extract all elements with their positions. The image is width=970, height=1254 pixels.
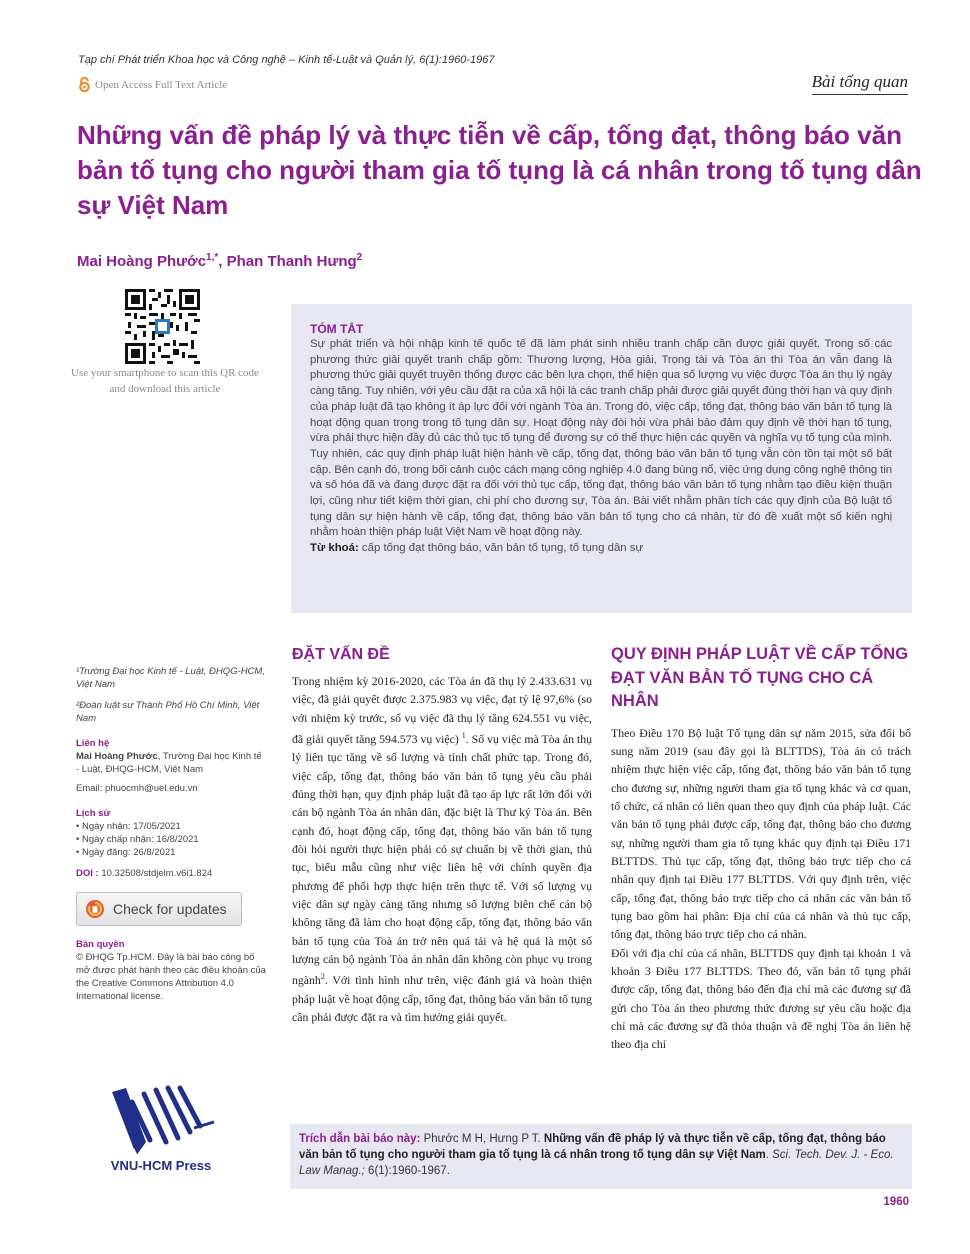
email-link[interactable]: phuocmh@uel.edu.vn [105, 783, 198, 794]
column-right [611, 643, 911, 1054]
intro-paragraph [292, 672, 592, 1026]
abstract-heading: TÓM TẮT [310, 322, 364, 336]
author-name[interactable]: Mai Hoàng Phước [77, 253, 207, 270]
email-label: Email: [76, 783, 106, 794]
received-date: • Ngày nhận: 17/05/2021 [76, 821, 181, 832]
citation-authors: Phước M H, Hưng P T. [420, 1133, 544, 1145]
affiliation-2: ²Đoàn luật sư Thành Phố Hồ Chí Minh, Việt Nam [76, 700, 260, 724]
regulations-paragraph-1: Theo Điều 170 Bộ luật Tố tụng dân sự năm 2015, sửa đổi bổ sung năm 2019 (sau đây gọi là BLTTDS), Tòa án có trách nhiệm thực hiện việc cấp, tống đạt, thông báo văn bản tố tụng cho đương sự, những người tham gia tố tụng khác và cơ quan, tổ chức, cá nhân có liên quan theo quy định của pháp luật. Các văn bản tố tụng phải được cấp, tống đạt, thông báo cho đương sự, những người tham gia tố tụng khác quy định tại Điều 171 BLTTDS. Thủ tục cấp, tống đạt, thông báo trực tiếp cho cá nhân quy định tại Điều 177 BLTTDS. Với quy định trên, việc cấp, tống đạt, thông báo trực tiếp cho cá nhân các văn bản tố tụng bao gồm hai phần: Địa chỉ của cá nhân và thủ tục cấp, tống đạt, thông báo trực tiếp cho cá nhân. [611, 725, 911, 942]
section-heading-regulations: QUY ĐỊNH PHÁP LUẬT VỀ CẤP TỐNG ĐẠT VĂN BẢN TỐ TỤNG CHO CÁ NHÂN [611, 645, 909, 710]
author-affiliation-mark: 1,* [206, 252, 219, 263]
intro-text-1: Trong nhiệm kỳ 2016-2020, các Tòa án đã thụ lý 2.433.631 vụ việc, đã giải quyết được 2.375.983 vụ việc, đạt tỷ lệ 97,6% (so với nhiệm kỳ trước, số vụ việc đã thụ lý tăng 624.551 vụ việc, đã giải quyết tăng 594.573 vụ việc) [292, 674, 592, 746]
copyright-heading: Bản quyền [76, 939, 125, 950]
regulations-paragraph-2: Đối với địa chỉ của cá nhân, BLTTDS quy định tại khoản 1 và khoản 3 Điều 177 BLTTDS. Theo đó, văn bản tố tụng phải được cấp, tống đạt, thông báo đến địa chỉ mà các đương sự đã gửi cho Tòa án theo phương thức đương sự yêu cầu hoặc địa chỉ mà các đương sự đã thỏa thuận và đề nghị Tòa án liên hệ theo địa chỉ [611, 945, 911, 1052]
keywords-list: cấp tống đạt thông báo, văn bản tố tụng, tố tụng dân sự [358, 542, 644, 555]
journal-header: Tạp chí Phát triển Khoa học và Công nghệ – Kinh tế-Luật và Quản lý, 6(1):1960-1967 [78, 54, 495, 66]
contact-info [76, 750, 266, 776]
doi [76, 867, 266, 880]
author-affiliation-mark: 2 [356, 252, 363, 263]
history-dates [76, 820, 266, 859]
contact-affiliation: , Trường Đại học Kinh tế - Luật, ĐHQG-HCM, Việt Nam [76, 751, 262, 775]
check-for-updates-icon [85, 899, 105, 919]
section-heading-intro: ĐẶT VẤN ĐỀ [292, 646, 390, 663]
footnote-ref-1[interactable]: 1 [461, 731, 466, 741]
author-separator: , [218, 253, 227, 270]
contact-email [76, 782, 266, 795]
published-date: • Ngày đăng: 26/8/2021 [76, 847, 176, 858]
intro-text-3: . Với tình hình như trên, việc đánh giá và hoàn thiện pháp luật về hoạt động cấp, tống đạt, thông báo văn bản tố tụng cần phải được đặt ra và tìm hướng giải quyết. [292, 973, 592, 1025]
citation-journal: Sci. Tech. Dev. J. - Eco. Law Manag.; [299, 1149, 894, 1177]
accepted-date: • Ngày chấp nhận: 16/8/2021 [76, 834, 199, 845]
open-access-icon [78, 77, 91, 93]
doi-label: DOI : [76, 868, 102, 879]
press-name: VNU-HCM Press [110, 1158, 212, 1173]
contact-heading: Liên hệ [76, 738, 110, 749]
vnu-hcm-press-logo [106, 1082, 220, 1160]
open-access-text: Open Access Full Text Article [95, 79, 228, 91]
check-for-updates-button[interactable] [76, 892, 242, 926]
citation-lead: Trích dẫn bài báo này: [299, 1133, 421, 1145]
author-list [77, 252, 362, 270]
contact-name: Mai Hoàng Phước [76, 751, 158, 762]
history-heading: Lịch sử [76, 808, 111, 819]
abstract-body: Sự phát triển và hội nhập kinh tế quốc tế đã làm phát sinh nhiều tranh chấp cần được giải quyết. Trong số các phương thức giải quyết tranh chấp gồm: Thương lượng, Hòa giải, Trọng tài và Tòa án thì Tòa án vẫn đang là phương thức giải quyết truyền thống được các bên lựa chọn, thể hiện qua số lượng vụ việc được Tòa án thụ lý ngày càng tăng. Tuy nhiên, với yêu cầu đặt ra của xã hội là các tranh chấp phải được giải quyết đúng thời hạn và quy định của pháp luật đã tạo không ít áp lực đối với ngành Tòa án. Trong đó, việc cấp, tống đạt, thông báo văn bản tố tụng là hoạt động quan trọng trong tố tụng dân sự. Hoạt động này đòi hỏi vừa phải bảo đảm quy định về thời hạn tố tụng, vừa phải thực hiện đầy đủ các thủ tục tố tụng để đương sự có thể thực hiện các quyền và nghĩa vụ tố tụng của mình. Tuy nhiên, các quy định pháp luật hiện hành về cấp, tống đạt, thông báo văn bản tố tụng vẫn còn tồn tại một số bất cập. Bên cạnh đó, trong bối cảnh cuộc cách mạng công nghiệp 4.0 đang bùng nổ, việc ứng dụng công nghệ thông tin và số hóa đã và đang được đặt ra đối với thủ tục cấp, tống đạt, thông báo văn bản tố tụng nhằm tạo điều kiện thuận lợi, cũng như tiết kiệm thời gian, chi phí cho đương sự, Tòa án. Bài viết nhằm phân tích các quy định của Bộ luật tố tụng dân sự hiện hành về cấp, tống đạt, thông báo văn bản tố tụng cho cá nhân, từ đó đề xuất một số kiến nghị nhằm hoàn thiện pháp luật Việt Nam về hoạt động này. [310, 338, 892, 539]
footnote-ref-2[interactable]: 2 [320, 972, 325, 982]
abstract-box [291, 304, 912, 613]
column-left [292, 643, 592, 1026]
page-number: 1960 [883, 1196, 909, 1208]
author-name[interactable]: Phan Thanh Hưng [226, 253, 357, 270]
citation-volume: 6(1):1960-1967. [364, 1165, 450, 1177]
intro-text-2: . Số vụ việc mà Tòa án thụ lý liên tục tăng về số lượng và tính chất phức tạp. Trong đó, việc cấp, tống đạt, thông báo văn bản tố tụng yêu cầu phải đúng thời hạn, quy định pháp luật đã tạo áp lực rất lớn đối với cán bộ ngành Tòa án nhân dân, đặc biệt là Thư ký Tòa án. Bên cạnh đó, hoạt động cấp, tống đạt, thông báo văn bản tố tụng đòi hỏi người thực hiện phải có sự chuẩn bị về thời gian, thủ tục, biểu mẫu cũng như việc liên hệ với chính quyền địa phương để phối hợp thực hiện trên thực tế. Với số lượng vụ việc dân sự ngày càng tăng nhưng số lượng biên chế cán bộ không tăng đã làm cho hoạt động cấp, tống đạt, thông báo văn bản tố tụng của Toà án trở nên quá tải và hệ quả là một số lượng cán bộ ngành Tòa án nhân dân không còn phục vụ trong ngành [292, 731, 593, 988]
doi-link[interactable]: 10.32508/stdjelm.v6i1.824 [101, 868, 213, 879]
copyright-text: © ĐHQG Tp.HCM. Đây là bài báo công bố mở được phát hành theo các điều khoản của the Creative Commons Attribution 4.0 International license. [76, 952, 266, 1002]
citation-box [290, 1124, 912, 1189]
affiliation-1: ¹Trường Đại học Kinh tế - Luật, ĐHQG-HCM, Việt Nam [76, 666, 265, 690]
citation-title: Những vấn đề pháp lý và thực tiễn về cấp, tống đạt, thông báo văn bản tố tụng cho người tham gia tố tụng là cá nhân trong tố tụng dân sự Việt Nam [299, 1133, 886, 1161]
citation-dot: . [765, 1149, 769, 1161]
qr-caption: Use your smartphone to scan this QR code and download this article [71, 367, 259, 395]
check-for-updates-label: Check for updates [113, 900, 227, 917]
article-type: Bài tổng quan [812, 72, 908, 95]
article-sidebar [76, 665, 266, 1003]
qr-code[interactable] [125, 289, 200, 364]
open-access-label [78, 77, 227, 93]
keywords [310, 542, 892, 554]
article-title: Những vấn đề pháp lý và thực tiễn về cấp, tống đạt, thông báo văn bản tố tụng cho người tham gia tố tụng là cá nhân trong tố tụng dân sự Việt Nam [77, 120, 922, 220]
keywords-label: Từ khoá: [310, 542, 359, 555]
